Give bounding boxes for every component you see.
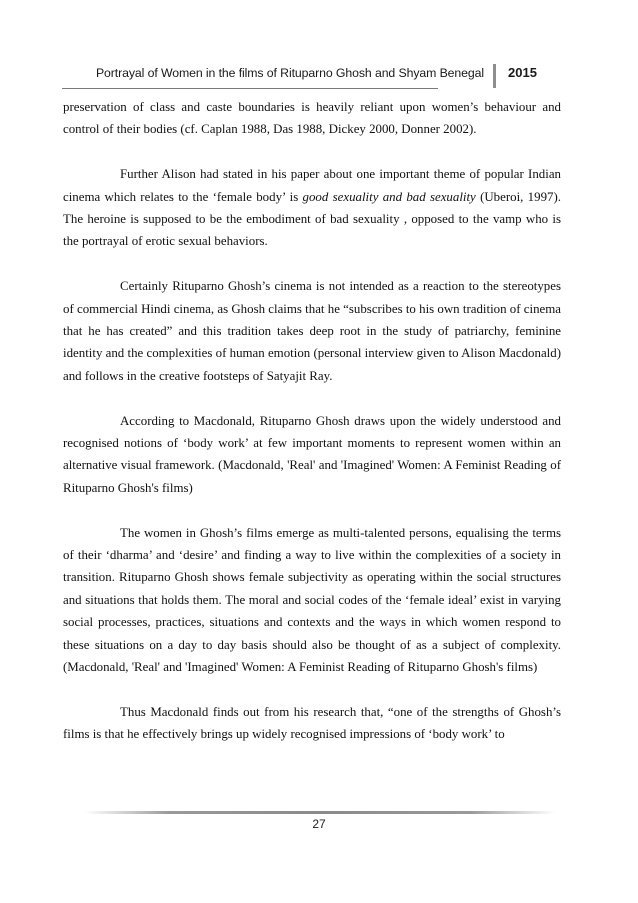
paragraph-2-before: Further Alison had stated in his paper about one important theme of popular Indian cinema which relates to the ‘female body’ is — [63, 167, 561, 204]
paragraph-2-emphasis: good sexuality and bad sexuality — [302, 189, 476, 204]
header-divider — [493, 64, 496, 88]
body-text — [63, 96, 561, 746]
paragraph-2 — [63, 163, 561, 253]
paragraph-6: Thus Macdonald finds out from his research that, “one of the strengths of Ghosh’s films is that he effectively brings up widely recognised impressions of ‘body work’ to — [63, 704, 561, 742]
paragraph-2-after: (Uberoi, 1997). The heroine is supposed to be the embodiment of bad sexuality , opposed to the vamp who is the portrayal of erotic sexual behaviors. — [63, 189, 561, 249]
paragraph-5: The women in Ghosh’s films emerge as multi-talented persons, equalising the terms of their ‘dharma’ and ‘desire’ and finding a way to live within the complexities of a society in transition. Rituparno Ghosh shows female subjectivity as operating within the social structures and situations that holds them. The moral and social codes of the ‘female ideal’ exist in varying social processes, practices, situations and contexts and the ways in which women respond to these situations on a day to day basis should also be thought of as a subject of complexity. (Macdonald, 'Real' and 'Imagined' Women: A Feminist Reading of Rituparno Ghosh's films) — [63, 525, 561, 675]
paragraph-1: preservation of class and caste boundaries is heavily reliant upon women’s behaviour and control of their bodies (cf. Caplan 1988, Das 1988, Dickey 2000, Donner 2002). — [63, 100, 561, 137]
header-title: Portrayal of Women in the films of Rituparno Ghosh and Shyam Benegal — [95, 66, 484, 80]
page-number: 27 — [312, 817, 326, 831]
header-year: 2015 — [508, 65, 537, 80]
paragraph-3: Certainly Rituparno Ghosh’s cinema is not intended as a reaction to the stereotypes of commercial Hindi cinema, as Ghosh claims that he “subscribes to his own tradition of cinema that he has created” and this tradition takes deep root in the study of patriarchy, feminine identity and the complexities of human emotion (personal interview given to Alison Macdonald) and follows in the creative footsteps of Satyajit Ray. — [63, 279, 561, 383]
footer-rule — [85, 811, 555, 814]
page-header — [62, 64, 554, 86]
header-rule — [62, 88, 438, 89]
paragraph-4: According to Macdonald, Rituparno Ghosh draws upon the widely understood and recognised notions of ‘body work’ at few important moments to represent women within an alternative visual framework. (Macdonald, 'Real' and 'Imagined' Women: A Feminist Reading of Rituparno Ghosh's films) — [63, 413, 561, 495]
